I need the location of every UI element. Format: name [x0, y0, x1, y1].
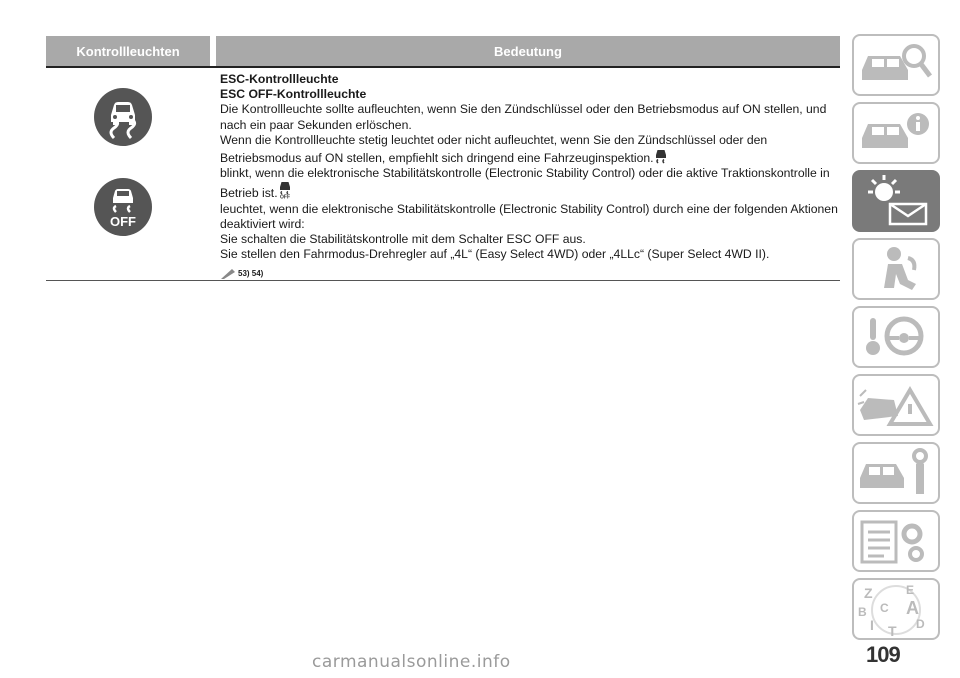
- table-row: [46, 68, 840, 281]
- svg-text:T: T: [888, 623, 897, 638]
- tab-starting-driving[interactable]: [852, 306, 940, 368]
- list-gears-icon: [854, 512, 938, 570]
- alphabet-index-icon: [854, 580, 938, 638]
- title-esc-off: ESC OFF-Kontrollleuchte: [220, 87, 367, 102]
- page-number: 109: [866, 642, 900, 667]
- warning-light-mail-icon: [854, 172, 938, 230]
- svg-text:Z: Z: [864, 585, 873, 601]
- steering-key-icon: [854, 308, 938, 366]
- esc-off-warning-icon: [94, 178, 152, 236]
- header-kontrollleuchten: Kontrollleuchten: [76, 43, 180, 59]
- watermark: carmanualsonline.info: [312, 652, 511, 672]
- title-esc: ESC-Kontrollleuchte: [220, 72, 339, 86]
- table-header: [46, 36, 840, 66]
- section-tabs: [852, 34, 940, 646]
- icon-cell: [46, 68, 210, 280]
- inline-off-label: OFF: [279, 194, 290, 200]
- reference-numbers[interactable]: 53) 54): [238, 269, 264, 279]
- car-warning-triangle-icon: [854, 376, 938, 434]
- svg-text:E: E: [906, 583, 915, 597]
- tab-index[interactable]: [852, 578, 940, 640]
- svg-text:I: I: [870, 617, 874, 633]
- tab-safety[interactable]: [852, 238, 940, 300]
- tab-warning-lights[interactable]: [852, 170, 940, 232]
- references: [220, 266, 840, 281]
- tab-maintenance[interactable]: [852, 442, 940, 504]
- tab-car-info[interactable]: [852, 102, 940, 164]
- svg-text:D: D: [916, 617, 925, 631]
- esc-off-warning-icon: [278, 181, 292, 199]
- svg-text:A: A: [906, 598, 919, 618]
- tab-emergency[interactable]: [852, 374, 940, 436]
- meaning-cell: [210, 68, 840, 280]
- esc-warning-icon: [94, 88, 152, 146]
- text-line: Sie stellen den Fahrmodus-Drehregler auf „4L“ (Easy Select 4WD) oder „4LLc“ (Super Select 4WD II).: [220, 247, 770, 262]
- tab-car-search[interactable]: [852, 34, 940, 96]
- header-bedeutung: Bedeutung: [494, 43, 562, 59]
- car-wrench-icon: [854, 444, 938, 502]
- note-reference-icon: [220, 268, 236, 280]
- text-line: Die Kontrollleuchte sollte aufleuchten, wenn Sie den Zündschlüssel oder den Betriebsmodus auf ON stellen, und nach ein paar Sekunden erlöschen.: [220, 102, 827, 132]
- svg-text:C: C: [880, 601, 889, 615]
- text-line: blinkt, wenn die elektronische Stabilitätskontrolle (Electronic Stability Control) oder die aktive Traktionskontrolle in Betrieb ist. OFF: [220, 166, 830, 201]
- text-line: Wenn die Kontrollleuchte stetig leuchtet oder nicht aufleuchtet, wenn Sie den Zündschlüssel oder den Betriebsmodus auf ON stellen, empfiehlt sich dringend eine Fahrzeuginspektion.: [220, 132, 768, 166]
- esc-warning-icon: [654, 148, 668, 164]
- car-info-icon: [854, 104, 938, 162]
- off-label: OFF: [110, 214, 136, 229]
- car-search-icon: [854, 36, 938, 94]
- text-line: Sie schalten die Stabilitätskontrolle mit dem Schalter ESC OFF aus.: [220, 232, 586, 247]
- text-line: leuchtet, wenn die elektronische Stabilitätskontrolle (Electronic Stability Control) durch eine der folgenden Aktionen deaktiviert wird:: [220, 201, 838, 231]
- airbag-person-icon: [854, 240, 938, 298]
- warning-lights-table: [46, 36, 840, 281]
- tab-technical-data[interactable]: [852, 510, 940, 572]
- svg-text:B: B: [858, 605, 867, 619]
